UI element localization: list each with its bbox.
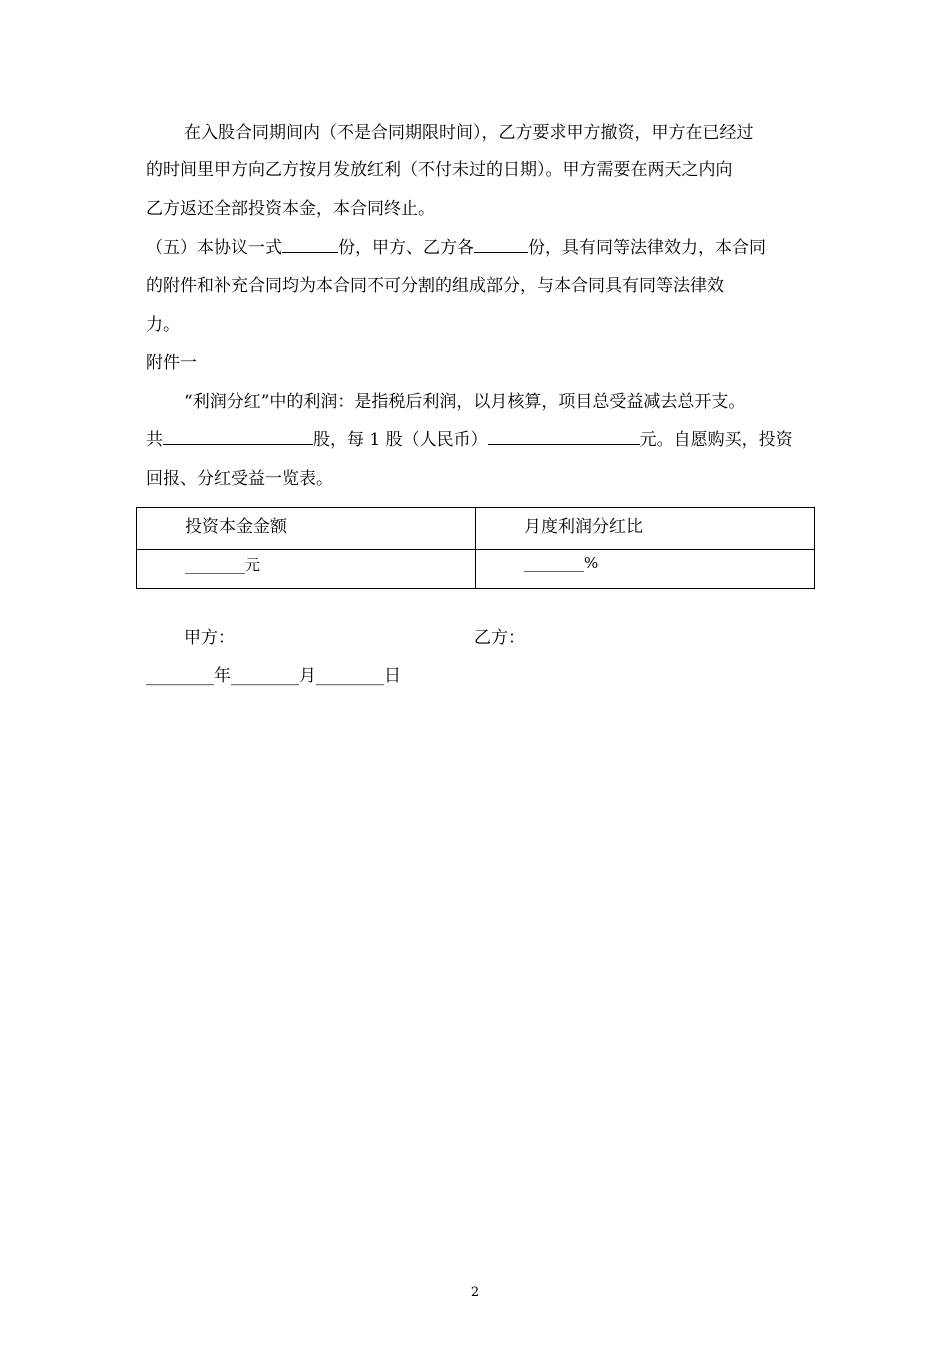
header-monthly-dividend-ratio: 月度利润分红比 (524, 517, 643, 537)
copies-total-blank[interactable] (282, 238, 338, 253)
shares-text-a: 共 (146, 430, 163, 450)
paragraph-profit-line-3: 回报、分红受益一览表。 (146, 469, 333, 489)
signature-party-a: 甲方： (184, 628, 235, 648)
principal-amount-value: ________元 (185, 556, 261, 574)
annex-title: 附件一 (146, 353, 197, 373)
copies-text-a: （五）本协议一式 (146, 238, 282, 258)
dividend-table (136, 507, 815, 589)
table-header-row (137, 508, 815, 550)
table-header-cell (137, 508, 476, 550)
page-number: 2 (470, 1285, 480, 1300)
paragraph-profit-line-2 (146, 430, 793, 450)
table-cell[interactable] (476, 550, 815, 589)
header-principal-amount: 投资本金金额 (185, 517, 287, 537)
shares-count-blank[interactable] (163, 430, 313, 445)
table-cell[interactable] (137, 550, 476, 589)
copies-text-b: 份，甲方、乙方各 (338, 238, 474, 258)
paragraph-withdrawal-line-2: 的时间里甲方向乙方按月发放红利（不付未过的日期）。甲方需要在两天之内向 (146, 160, 733, 180)
date-line: ________年________月________日 (146, 666, 401, 686)
paragraph-withdrawal-line-3: 乙方返还全部投资本金，本合同终止。 (146, 199, 435, 219)
paragraph-profit-line-1: “利润分红”中的利润：是指税后利润，以月核算，项目总受益减去总开支。 (184, 392, 746, 412)
paragraph-copies-line-2: 的附件和补充合同均为本合同不可分割的组成部分，与本合同具有同等法律效 (146, 276, 724, 296)
shares-text-b: 股，每 1 股（人民币） (313, 430, 488, 450)
paragraph-copies-line-3: 力。 (146, 315, 180, 335)
dividend-ratio-value: ________% (524, 554, 599, 572)
copies-text-c: 份，具有同等法律效力，本合同 (528, 238, 766, 258)
paragraph-copies-line-1 (146, 238, 766, 258)
signature-party-b: 乙方： (474, 628, 525, 648)
table-header-cell (476, 508, 815, 550)
shares-text-c: 元。自愿购买，投资 (639, 430, 793, 450)
paragraph-withdrawal-line-1: 在入股合同期间内（不是合同期限时间），乙方要求甲方撤资，甲方在已经过 (184, 123, 754, 143)
table-row (137, 550, 815, 589)
copies-each-blank[interactable] (474, 238, 528, 253)
share-price-blank[interactable] (488, 430, 640, 445)
